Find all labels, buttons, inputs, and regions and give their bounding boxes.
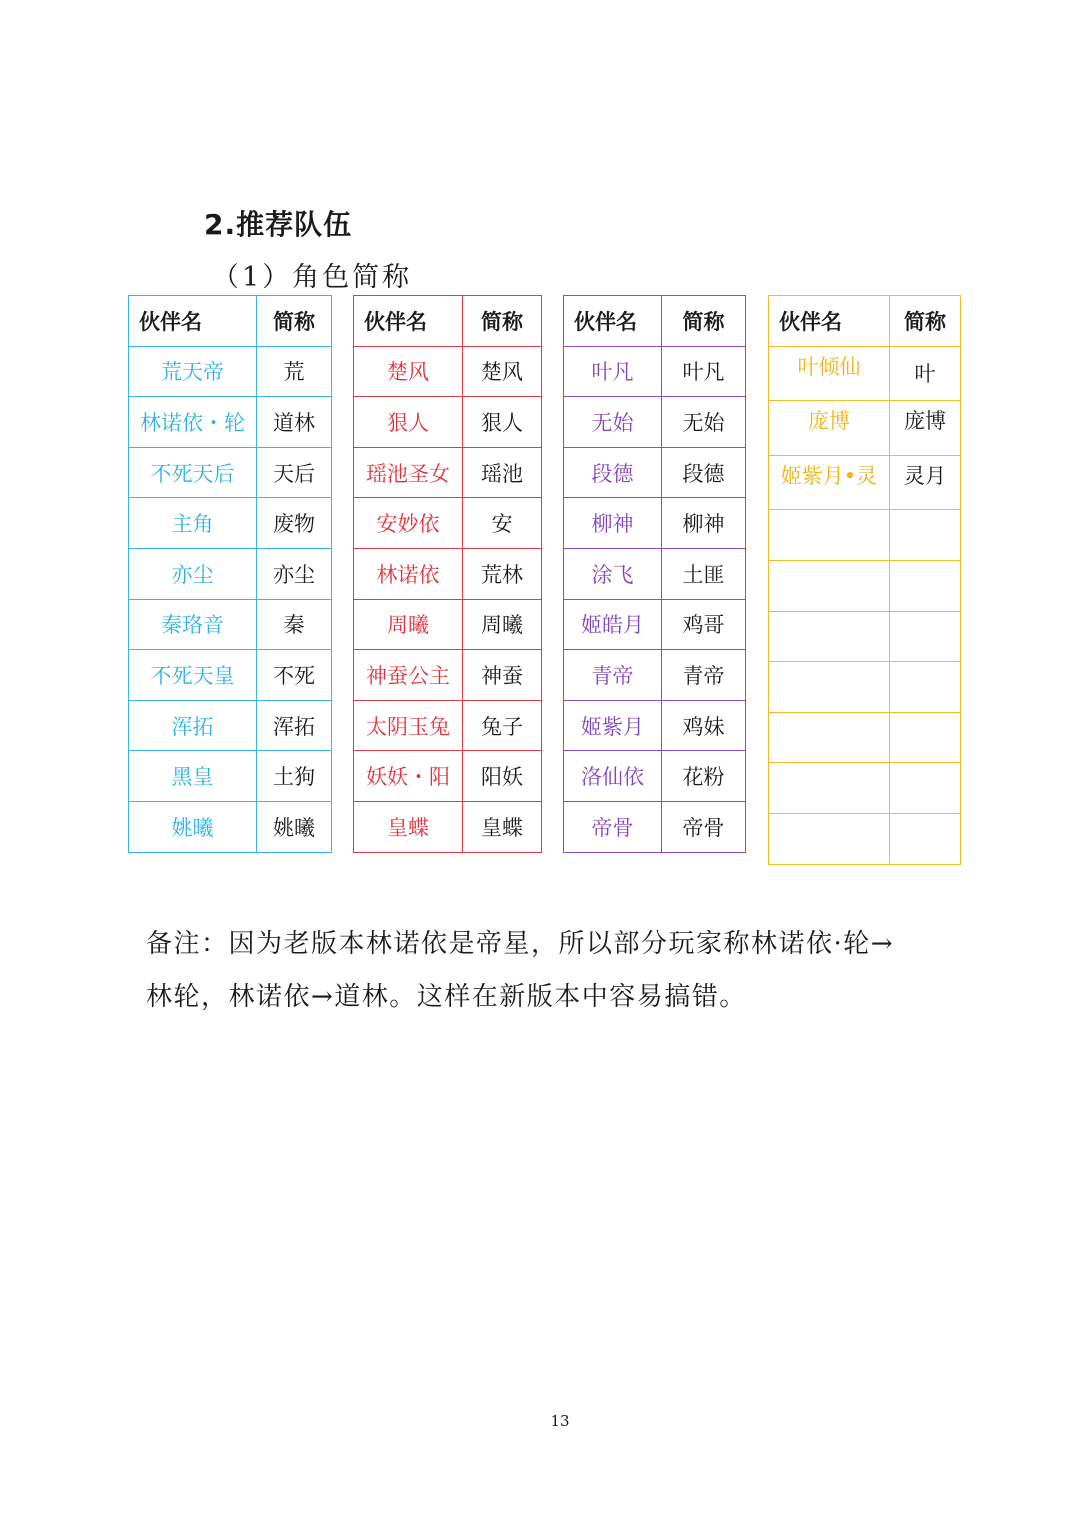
section-heading: 2.推荐队伍 [204,208,353,241]
table-row [354,801,542,852]
partner-name: 神蚕公主 [354,650,463,701]
table-row [354,346,542,397]
empty-cell [890,611,961,662]
note-line-1: 备注：因为老版本林诺依是帝星，所以部分玩家称林诺依·轮→ [146,929,895,959]
header-abbr: 简称 [463,296,542,347]
partner-name: 青帝 [564,650,662,701]
partner-name: 庞博 [769,401,890,456]
header-abbr: 简称 [257,296,332,347]
partner-name: 涂飞 [564,548,662,599]
partner-abbr: 秦 [257,599,332,650]
table-row [354,498,542,549]
partner-abbr: 荒 [257,346,332,397]
empty-cell [769,813,890,864]
table-row [354,548,542,599]
table-row [769,662,961,713]
partner-abbr: 废物 [257,498,332,549]
partner-name: 安妙依 [354,498,463,549]
partner-abbr: 叶凡 [662,346,746,397]
table-row [354,700,542,751]
partner-abbr: 土狗 [257,751,332,802]
partner-name: 姬紫月 [564,700,662,751]
table-row [769,560,961,611]
partner-name: 不死天皇 [129,650,257,701]
partner-abbr: 道林 [257,397,332,448]
partner-abbr: 庞博 [890,401,961,456]
table-header-row [564,296,746,347]
table-row [769,763,961,814]
empty-cell [890,560,961,611]
partner-abbr: 无始 [662,397,746,448]
empty-cell [769,611,890,662]
partner-abbr: 不死 [257,650,332,701]
table-row [769,712,961,763]
partner-name: 妖妖・阳 [354,751,463,802]
partner-name: 皇蝶 [354,801,463,852]
table-row [129,751,332,802]
partner-name: 秦珞音 [129,599,257,650]
partner-abbr: 花粉 [662,751,746,802]
partner-abbr: 阳妖 [463,751,542,802]
note-line-2: 林轮，林诺依→道林。这样在新版本中容易搞错。 [146,982,747,1012]
table-row [769,611,961,662]
note-paragraph [146,918,966,1024]
partner-abbr: 鸡妹 [662,700,746,751]
header-name: 伙伴名 [129,296,257,347]
table-row [354,650,542,701]
table-row [564,751,746,802]
partner-name: 狠人 [354,397,463,448]
section-subheading: （1）角色简称 [212,262,413,293]
table-row [129,346,332,397]
partner-name: 太阴玉兔 [354,700,463,751]
partner-name: 林诺依 [354,548,463,599]
partner-name: 帝骨 [564,801,662,852]
table-row [129,498,332,549]
partner-name: 姬皓月 [564,599,662,650]
partner-name: 段德 [564,447,662,498]
table-row [354,599,542,650]
empty-cell [890,763,961,814]
team-table-1 [128,295,332,853]
header-name: 伙伴名 [354,296,463,347]
partner-abbr: 帝骨 [662,801,746,852]
header-name: 伙伴名 [769,296,890,347]
table-row [564,397,746,448]
partner-name: 浑拓 [129,700,257,751]
header-abbr: 简称 [662,296,746,347]
table-row [129,801,332,852]
partner-name: 楚风 [354,346,463,397]
table-row [354,447,542,498]
table-row [769,455,961,510]
table-row [129,397,332,448]
partner-abbr: 段德 [662,447,746,498]
table-row [129,548,332,599]
table-row [129,599,332,650]
table-header-row [129,296,332,347]
partner-abbr: 周曦 [463,599,542,650]
team-table-2 [353,295,542,853]
table-row [564,548,746,599]
table-row [129,650,332,701]
table-row [564,650,746,701]
empty-cell [890,662,961,713]
header-abbr: 简称 [890,296,961,347]
table-row [564,498,746,549]
empty-cell [890,712,961,763]
table-row [129,447,332,498]
table-row [769,510,961,561]
team-table-4 [768,295,961,865]
empty-cell [890,813,961,864]
empty-cell [769,662,890,713]
partner-name: 林诺依・轮 [129,397,257,448]
empty-cell [769,763,890,814]
partner-abbr: 楚风 [463,346,542,397]
table-row [769,813,961,864]
partner-name: 无始 [564,397,662,448]
table-header-row [769,296,961,347]
empty-cell [769,510,890,561]
partner-abbr: 青帝 [662,650,746,701]
partner-abbr: 鸡哥 [662,599,746,650]
table-row [564,447,746,498]
empty-cell [769,712,890,763]
team-table-3 [563,295,746,853]
partner-name: 叶凡 [564,346,662,397]
table-header-row [354,296,542,347]
partner-name: 柳神 [564,498,662,549]
table-row [564,599,746,650]
table-row [769,346,961,401]
table-row [564,346,746,397]
partner-name: 姚曦 [129,801,257,852]
table-row [564,801,746,852]
partner-name: 洛仙依 [564,751,662,802]
table-row [354,751,542,802]
partner-name: 周曦 [354,599,463,650]
empty-cell [890,510,961,561]
header-name: 伙伴名 [564,296,662,347]
partner-name: 叶倾仙 [769,346,890,401]
partner-name: 不死天后 [129,447,257,498]
partner-abbr: 瑶池 [463,447,542,498]
partner-abbr: 狠人 [463,397,542,448]
partner-name: 亦尘 [129,548,257,599]
partner-abbr: 神蚕 [463,650,542,701]
partner-abbr: 天后 [257,447,332,498]
partner-abbr: 叶 [890,346,961,401]
partner-name: 姬紫月•灵 [769,455,890,510]
table-row [564,700,746,751]
partner-name: 主角 [129,498,257,549]
partner-name: 黑皇 [129,751,257,802]
partner-abbr: 荒林 [463,548,542,599]
partner-abbr: 兔子 [463,700,542,751]
partner-abbr: 灵月 [890,455,961,510]
page-number: 13 [550,1412,570,1430]
partner-abbr: 皇蝶 [463,801,542,852]
partner-abbr: 姚曦 [257,801,332,852]
partner-name: 瑶池圣女 [354,447,463,498]
partner-abbr: 浑拓 [257,700,332,751]
partner-abbr: 土匪 [662,548,746,599]
table-row [769,401,961,456]
table-row [129,700,332,751]
partner-name: 荒天帝 [129,346,257,397]
partner-abbr: 柳神 [662,498,746,549]
empty-cell [769,560,890,611]
partner-abbr: 亦尘 [257,548,332,599]
partner-abbr: 安 [463,498,542,549]
table-row [354,397,542,448]
